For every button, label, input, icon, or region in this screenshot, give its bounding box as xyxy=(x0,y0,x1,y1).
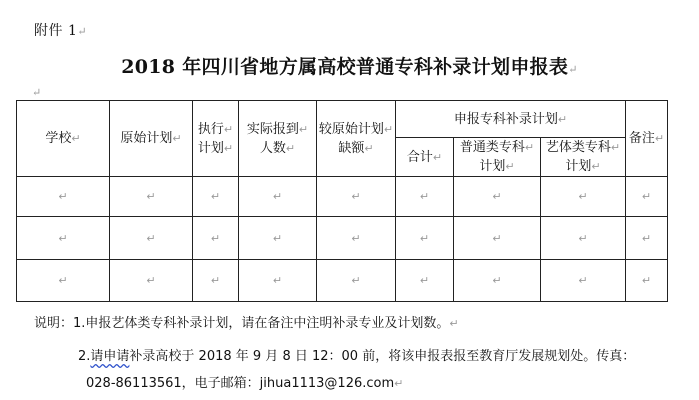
note-line-1: 说明：1.申报艺体类专科补录计划，请在备注中注明补录专业及计划数。↵ xyxy=(34,316,459,331)
table-cell[interactable]: ↵ xyxy=(317,177,396,217)
header-shortfall: 较原始计划↵ 缺额↵ xyxy=(317,101,396,177)
table-cell[interactable]: ↵ xyxy=(396,177,454,217)
table-cell[interactable]: ↵ xyxy=(626,177,668,217)
paragraph-mark: ↵ xyxy=(32,86,42,99)
table-cell[interactable]: ↵ xyxy=(454,260,541,302)
table-row xyxy=(17,260,668,302)
table-cell[interactable]: ↵ xyxy=(193,217,239,260)
table-cell[interactable]: ↵ xyxy=(626,260,668,302)
table-cell[interactable]: ↵ xyxy=(17,217,110,260)
table-cell[interactable]: ↵ xyxy=(239,177,317,217)
header-executed-plan: 执行↵ 计划↵ xyxy=(193,101,239,177)
table-cell[interactable]: ↵ xyxy=(110,260,193,302)
header-school: 学校↵ xyxy=(17,101,110,177)
spellcheck-underline: 请申请 xyxy=(90,349,130,364)
header-original-plan: 原始计划↵ xyxy=(110,101,193,177)
header-remarks: 备注↵ xyxy=(626,101,668,177)
header-total: 合计↵ xyxy=(396,138,454,177)
table-cell[interactable]: ↵ xyxy=(396,217,454,260)
table-cell[interactable]: ↵ xyxy=(317,260,396,302)
table-row xyxy=(17,217,668,260)
table-row xyxy=(17,177,668,217)
table-cell[interactable]: ↵ xyxy=(110,177,193,217)
table-cell[interactable]: ↵ xyxy=(193,177,239,217)
header-apply-group: 申报专科补录计划↵ xyxy=(396,101,626,138)
document-title xyxy=(0,52,699,79)
table-cell[interactable]: ↵ xyxy=(454,217,541,260)
table-cell[interactable]: ↵ xyxy=(17,177,110,217)
table-cell[interactable]: ↵ xyxy=(541,260,626,302)
header-actual-enrolled: 实际报到↵ 人数↵ xyxy=(239,101,317,177)
title-text: 2018 年四川省地方属高校普通专科补录计划申报表 xyxy=(121,56,569,78)
paragraph-mark: ↵ xyxy=(77,25,88,38)
table-cell[interactable]: ↵ xyxy=(626,217,668,260)
table-cell[interactable]: ↵ xyxy=(541,217,626,260)
table-cell[interactable]: ↵ xyxy=(193,260,239,302)
table-cell[interactable]: ↵ xyxy=(110,217,193,260)
table-cell[interactable]: ↵ xyxy=(454,177,541,217)
table-cell[interactable]: ↵ xyxy=(396,260,454,302)
table-cell[interactable]: ↵ xyxy=(239,260,317,302)
table-cell[interactable]: ↵ xyxy=(239,217,317,260)
note-line-3: 028-86113561，电子邮箱：jihua1113@126.com↵ xyxy=(86,376,404,391)
header-regular-plan: 普通类专科↵ 计划↵ xyxy=(454,138,541,177)
paragraph-mark: ↵ xyxy=(568,63,578,76)
table-cell[interactable]: ↵ xyxy=(541,177,626,217)
attachment-label: 附件 1↵ xyxy=(34,23,88,39)
report-table xyxy=(16,100,668,302)
table-cell[interactable]: ↵ xyxy=(317,217,396,260)
table-cell[interactable]: ↵ xyxy=(17,260,110,302)
header-arts-plan: 艺体类专科↵ 计划↵ xyxy=(541,138,626,177)
note-line-2: 2.请申请补录高校于 2018 年 9 月 8 日 12：00 前，将该申报表报至教育厅发展规划处。传真： xyxy=(78,349,636,364)
